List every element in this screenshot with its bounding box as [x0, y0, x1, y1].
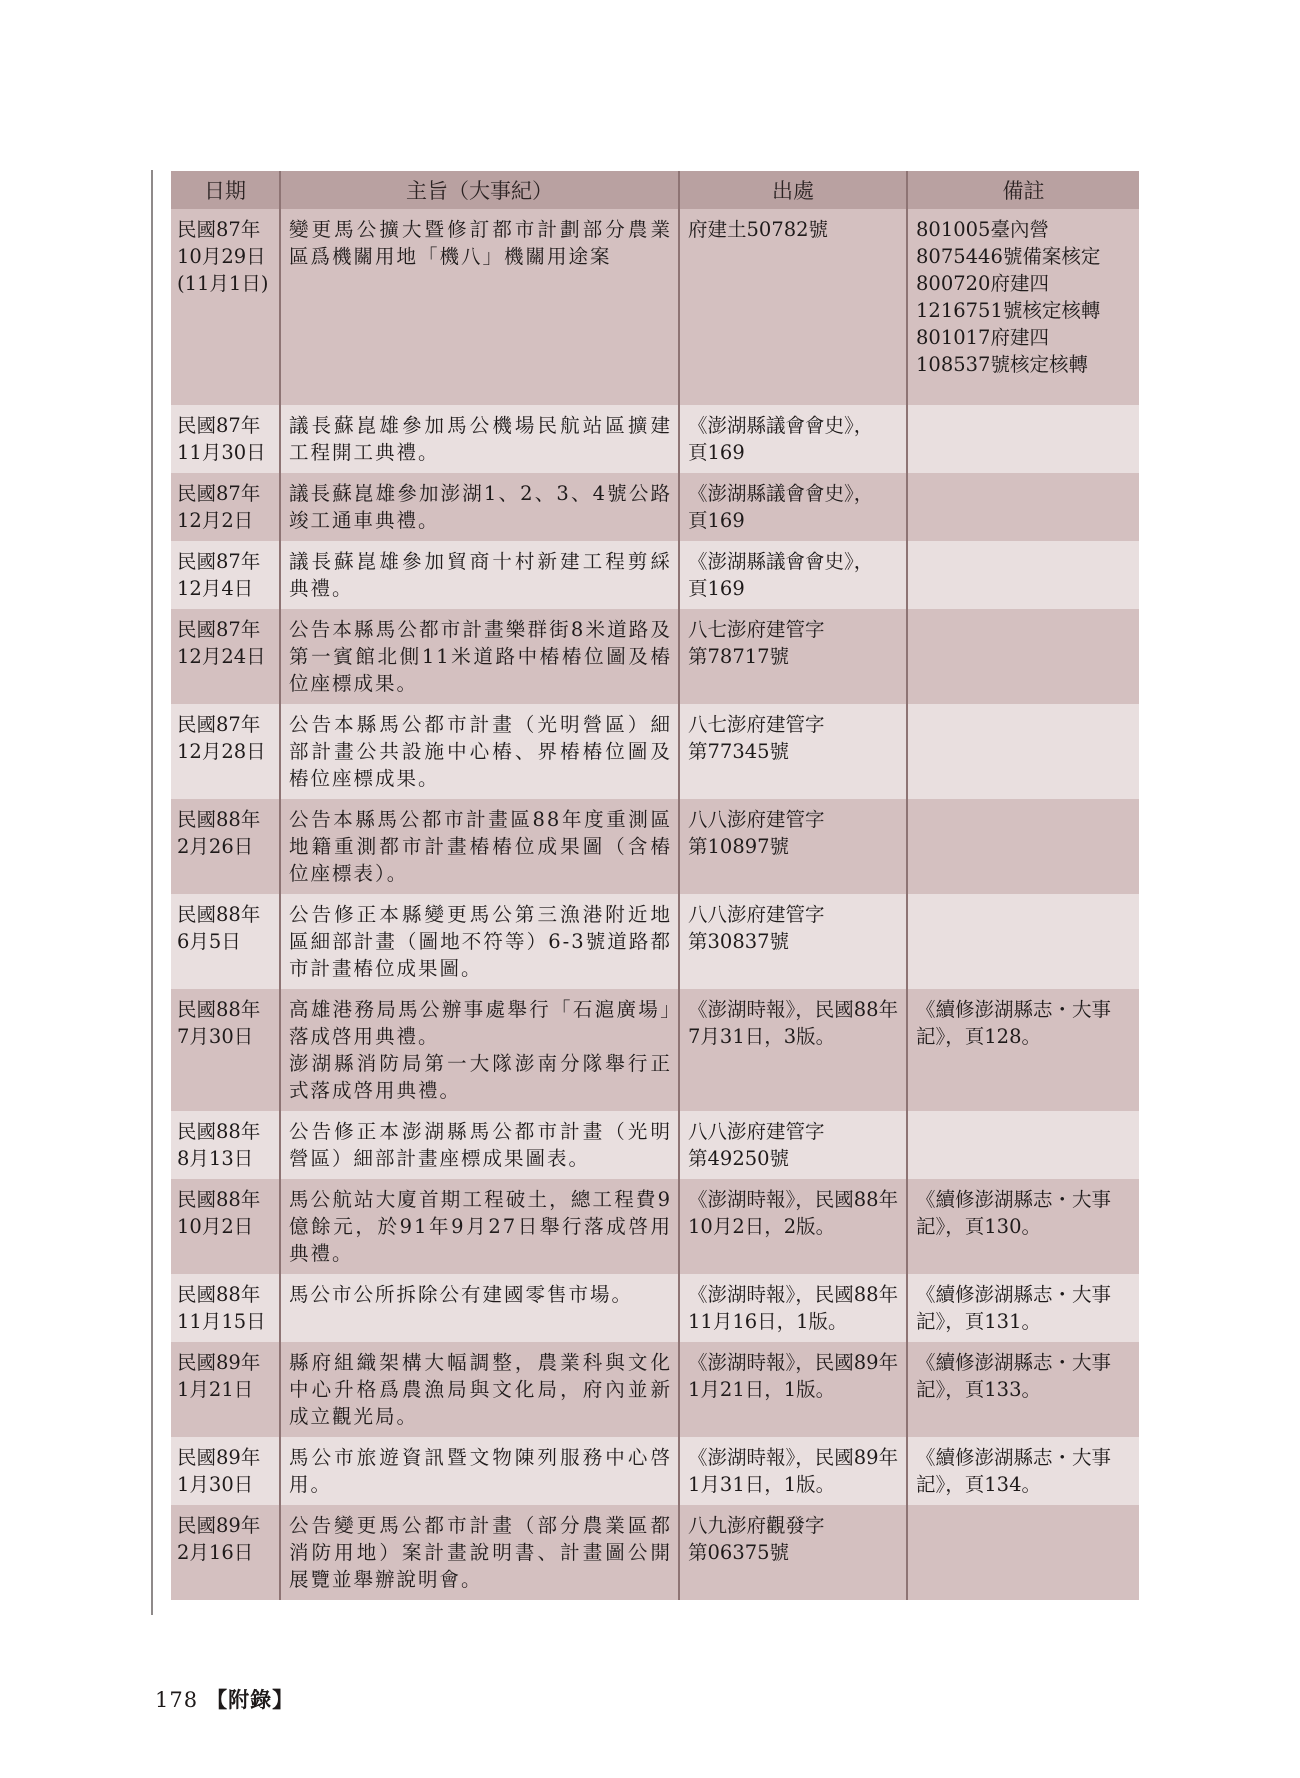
- cell-date: 民國88年 11月15日: [171, 1274, 280, 1342]
- table-row: [171, 1437, 1139, 1505]
- cell-source: 《澎湖時報》，民國88年11月16日，1版。: [679, 1274, 907, 1342]
- cell-source: 八八澎府建管字 第10897號: [679, 799, 907, 894]
- cell-subject: 公告修正本縣變更馬公第三漁港附近地區細部計畫（圖地不符等）6-3號道路都市計畫樁位成果圖。: [280, 894, 679, 989]
- cell-subject: 馬公市旅遊資訊暨文物陳列服務中心啓用。: [280, 1437, 679, 1505]
- cell-note: [907, 405, 1139, 473]
- header-subject: 主旨（大事紀）: [280, 171, 679, 209]
- cell-subject: 公告本縣馬公都市計畫區88年度重測區地籍重測都市計畫樁樁位成果圖（含樁位座標表）。: [280, 799, 679, 894]
- cell-date: 民國89年 1月21日: [171, 1342, 280, 1437]
- table-row: [171, 1179, 1139, 1274]
- table-row: [171, 799, 1139, 894]
- cell-note: 《續修澎湖縣志・大事記》，頁133。: [907, 1342, 1139, 1437]
- cell-date: 民國87年 10月29日 (11月1日): [171, 209, 280, 405]
- cell-subject: 變更馬公擴大暨修訂都市計劃部分農業區爲機關用地「機八」機關用途案: [280, 209, 679, 405]
- cell-note: [907, 541, 1139, 609]
- table-row: [171, 989, 1139, 1111]
- cell-source: 八九澎府觀發字 第06375號: [679, 1505, 907, 1600]
- cell-subject: 公告本縣馬公都市計畫樂群街8米道路及第一賓館北側11米道路中樁樁位圖及樁位座標成果。: [280, 609, 679, 704]
- cell-subject: 馬公航站大廈首期工程破土，總工程費9億餘元，於91年9月27日舉行落成啓用典禮。: [280, 1179, 679, 1274]
- table-row: [171, 541, 1139, 609]
- table-row: [171, 405, 1139, 473]
- cell-note: 《續修澎湖縣志・大事記》，頁134。: [907, 1437, 1139, 1505]
- cell-note: 801005臺內營 8075446號備案核定 800720府建四 1216751號核定核轉 801017府建四 108537號核定核轉: [907, 209, 1139, 405]
- cell-date: 民國88年 10月2日: [171, 1179, 280, 1274]
- cell-note: [907, 1111, 1139, 1179]
- cell-source: 《澎湖縣議會會史》， 頁169: [679, 405, 907, 473]
- cell-source: 《澎湖縣議會會史》， 頁169: [679, 541, 907, 609]
- cell-subject: 公告變更馬公都市計畫（部分農業區都消防用地）案計畫說明書、計畫圖公開展覽並舉辦說明會。: [280, 1505, 679, 1600]
- table-row: [171, 473, 1139, 541]
- header-note: 備註: [907, 171, 1139, 209]
- cell-note: [907, 609, 1139, 704]
- cell-date: 民國87年 12月2日: [171, 473, 280, 541]
- cell-date: 民國88年 8月13日: [171, 1111, 280, 1179]
- table-row: [171, 704, 1139, 799]
- cell-subject: 馬公市公所拆除公有建國零售市場。: [280, 1274, 679, 1342]
- cell-subject: 議長蘇崑雄參加澎湖1、2、3、4號公路竣工通車典禮。: [280, 473, 679, 541]
- table-row: [171, 609, 1139, 704]
- cell-subject: 公告本縣馬公都市計畫（光明營區）細部計畫公共設施中心樁、界樁樁位圖及樁位座標成果。: [280, 704, 679, 799]
- cell-subject: 議長蘇崑雄參加貿商十村新建工程剪綵典禮。: [280, 541, 679, 609]
- cell-date: 民國87年 12月28日: [171, 704, 280, 799]
- cell-source: 府建土50782號: [679, 209, 907, 405]
- table-row: [171, 894, 1139, 989]
- table-row: [171, 1342, 1139, 1437]
- header-source: 出處: [679, 171, 907, 209]
- cell-source: 《澎湖時報》，民國89年1月31日，1版。: [679, 1437, 907, 1505]
- cell-source: 八八澎府建管字 第49250號: [679, 1111, 907, 1179]
- events-table: [171, 171, 1139, 1600]
- cell-source: 《澎湖時報》，民國88年10月2日，2版。: [679, 1179, 907, 1274]
- cell-note: [907, 894, 1139, 989]
- cell-date: 民國88年 2月26日: [171, 799, 280, 894]
- cell-note: 《續修澎湖縣志・大事記》，頁128。: [907, 989, 1139, 1111]
- cell-note: [907, 799, 1139, 894]
- cell-subject: 議長蘇崑雄參加馬公機場民航站區擴建工程開工典禮。: [280, 405, 679, 473]
- cell-date: 民國87年 12月4日: [171, 541, 280, 609]
- cell-source: 八八澎府建管字 第30837號: [679, 894, 907, 989]
- cell-date: 民國89年 2月16日: [171, 1505, 280, 1600]
- cell-note: [907, 473, 1139, 541]
- cell-source: 八七澎府建管字 第78717號: [679, 609, 907, 704]
- cell-source: 《澎湖時報》，民國89年1月21日，1版。: [679, 1342, 907, 1437]
- cell-source: 《澎湖縣議會會史》， 頁169: [679, 473, 907, 541]
- cell-subject: 縣府組織架構大幅調整，農業科與文化中心升格爲農漁局與文化局，府內並新成立觀光局。: [280, 1342, 679, 1437]
- cell-note: [907, 1505, 1139, 1600]
- cell-date: 民國88年 6月5日: [171, 894, 280, 989]
- cell-source: 《澎湖時報》，民國88年7月31日，3版。: [679, 989, 907, 1111]
- table-row: [171, 1111, 1139, 1179]
- cell-note: [907, 704, 1139, 799]
- section-label: 【附錄】: [206, 1687, 295, 1712]
- cell-date: 民國88年 7月30日: [171, 989, 280, 1111]
- margin-rule: [151, 170, 153, 1615]
- cell-date: 民國89年 1月30日: [171, 1437, 280, 1505]
- cell-subject: 高雄港務局馬公辦事處舉行「石滬廣場」落成啓用典禮。 澎湖縣消防局第一大隊澎南分隊舉行正式落成啓用典禮。: [280, 989, 679, 1111]
- header-date: 日期: [171, 171, 280, 209]
- cell-date: 民國87年 11月30日: [171, 405, 280, 473]
- table-row: [171, 1505, 1139, 1600]
- cell-note: 《續修澎湖縣志・大事記》，頁131。: [907, 1274, 1139, 1342]
- table-header-row: [171, 171, 1139, 209]
- page-footer: [155, 1684, 294, 1714]
- table-row: [171, 1274, 1139, 1342]
- cell-date: 民國87年 12月24日: [171, 609, 280, 704]
- cell-source: 八七澎府建管字 第77345號: [679, 704, 907, 799]
- cell-subject: 公告修正本澎湖縣馬公都市計畫（光明營區）細部計畫座標成果圖表。: [280, 1111, 679, 1179]
- cell-note: 《續修澎湖縣志・大事記》，頁130。: [907, 1179, 1139, 1274]
- page-number: 178: [155, 1688, 199, 1712]
- table-row: [171, 209, 1139, 405]
